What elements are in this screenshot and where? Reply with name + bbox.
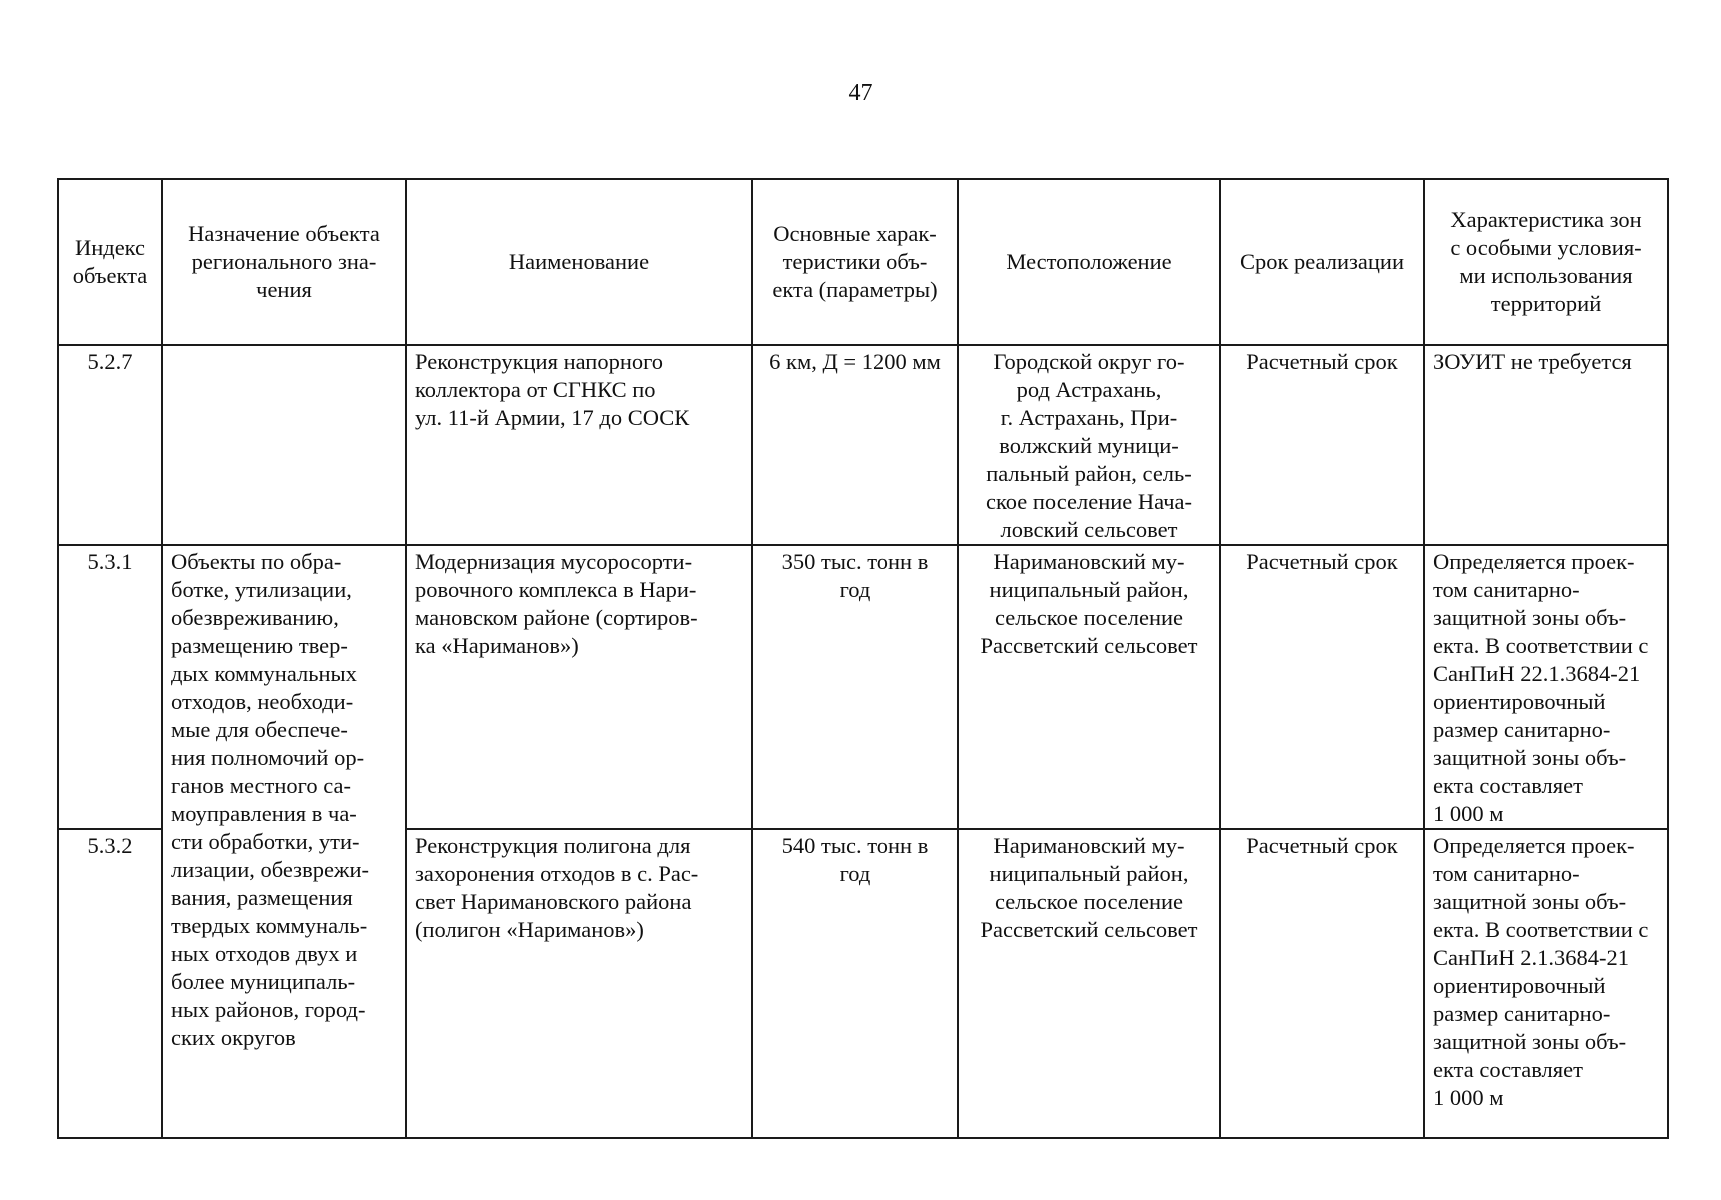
row-index: 5.3.1 (58, 545, 162, 829)
row-zones: ЗОУИТ не требуется (1424, 345, 1668, 545)
header-name: Наименование (406, 179, 752, 345)
objects-table (57, 178, 1669, 1139)
row-location: Городской округ го- род Астрахань, г. Астрахань, При- волжский муници- пальный район, сель- ское поселение Нача- ловский сельсовет (958, 345, 1220, 545)
row-name: Модернизация мусоросорти- ровочного комплекса в Нари- мановском районе (сортиров- ка «Нариманов») (406, 545, 752, 829)
page-number: 47 (848, 80, 873, 106)
header-location: Местоположение (958, 179, 1220, 345)
table-row (58, 545, 1668, 829)
header-params: Основные харак- теристики объ- екта (параметры) (752, 179, 958, 345)
row-term: Расчетный срок (1220, 345, 1424, 545)
row-purpose-empty (162, 345, 406, 545)
row-index: 5.2.7 (58, 345, 162, 545)
row-term: Расчетный срок (1220, 829, 1424, 1138)
row-params: 6 км, Д = 1200 мм (752, 345, 958, 545)
header-index: Индекс объекта (58, 179, 162, 345)
header-term: Срок реализации (1220, 179, 1424, 345)
row-purpose-merged: Объекты по обра- ботке, утилизации, обезвреживанию, размещению твер- дых коммунальных отходов, необходи- мые для обеспече- ния полномочий ор- ганов местного са- моуправления в ча- сти обработки, ути- лизации, обезврежи- вания, размещения твердых коммуналь- ных отходов двух и более муниципаль- ных районов, город- ских округов (162, 545, 406, 1138)
row-location: Наримановский му- ниципальный район, сельское поселение Рассветский сельсовет (958, 829, 1220, 1138)
row-zones: Определяется проек- том санитарно- защитной зоны объ- екта. В соответствии с СанПиН 22.1.3684-21 ориентировочный размер санитарно- защитной зоны объ- екта составляет 1 000 м (1424, 545, 1668, 829)
row-zones: Определяется проек- том санитарно- защитной зоны объ- екта. В соответствии с СанПиН 2.1.3684-21 ориентировочный размер санитарно- защитной зоны объ- екта составляет 1 000 м (1424, 829, 1668, 1138)
row-location: Наримановский му- ниципальный район, сельское поселение Рассветский сельсовет (958, 545, 1220, 829)
row-name: Реконструкция напорного коллектора от СГНКС по ул. 11-й Армии, 17 до СОСК (406, 345, 752, 545)
table-row (58, 345, 1668, 545)
header-purpose: Назначение объекта регионального зна- чения (162, 179, 406, 345)
row-index: 5.3.2 (58, 829, 162, 1138)
header-zones: Характеристика зон с особыми условия- ми использования территорий (1424, 179, 1668, 345)
table-header (58, 179, 1668, 345)
row-name: Реконструкция полигона для захоронения отходов в с. Рас- свет Наримановского района (полигон «Нариманов») (406, 829, 752, 1138)
row-params: 540 тыс. тонн в год (752, 829, 958, 1138)
row-params: 350 тыс. тонн в год (752, 545, 958, 829)
row-term: Расчетный срок (1220, 545, 1424, 829)
